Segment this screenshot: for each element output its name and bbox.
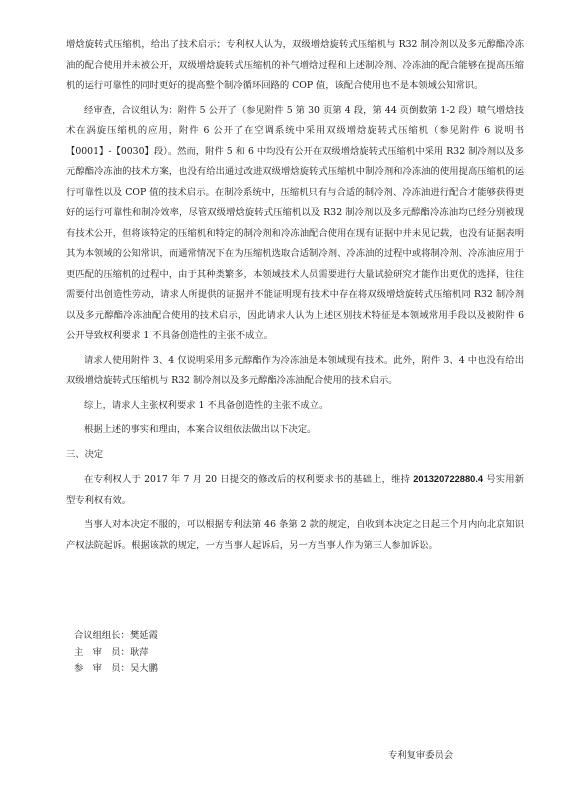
paragraph-5: 根据上述的事实和理由，本案合议组依法做出以下决定。 [84,424,317,435]
signature-row-participant [74,661,158,678]
organization-name: 专利复审委员会 [388,750,454,761]
decision-text-post: 号实用新型专利权有效。 [66,474,524,506]
decision-text-pre: 在专利权人于 2017 年 7 月 20 日提交的修改后的权利要求书的基础上，维持 [84,474,414,485]
signature-name: 樊延霞 [130,630,158,641]
document-body [66,35,524,556]
signature-row-chief [74,628,158,645]
signature-row-examiner [74,645,158,662]
signature-role: 合议组组长： [74,630,130,641]
signature-name: 耿萍 [130,646,149,658]
signature-role: 参 审 员： [74,663,130,674]
paragraph-2: 经审查，合议组认为：附件 5 公开了（参见附件 5 第 30 页第 4 段，第 44 页倒数第 1-2 段）喷气增焓技术在涡旋压缩机的应用，附件 6 公开了在空调系统中采用双级增焓旋转式压缩机（参见附件 6 说明书【0001】-【0030】段）。然而，附件 5 和 6 中均没有公开在双级增焓旋转式压缩机中采用 R32 制冷剂以及多元醇酯冷冻油的技术方案，也没有给出通过改进双级增焓旋转式压缩机中制冷剂和冷冻油的使用提高压缩机的运行可靠性以及 COP 值的技术启示。在制冷系统中，压缩机只有与合适的制冷剂、冷冻油进行配合才能够获得更好的运行可靠性和制冷效率，尽管双级增焓旋转式压缩机以及 R32 制冷剂以及多元醇酯冷冻油均已经分别被现有技术公开，但将该特定的压缩机和特定的制冷剂和冷冻油配合使用在现有证据中并未见记载，也没有证据表明其为本领域的公知常识，而通常情况下在为压缩机选取合适制冷剂、冷冻油的过程中或将制冷剂、冷冻油应用于更匹配的压缩机的过程中，由于其种类繁多，本领域技术人员需要进行大量试验研究才能作出更优的选择，往往需要付出创造性劳动，请求人所提供的证据并不能证明现有技术中存在将双级增焓旋转式压缩机同 R32 制冷剂以及多元醇酯冷冻油配合使用的技术启示，因此请求人认为上述区别技术特征是本领域常用手段以及被附件 6 公开导致权利要求 1 不具备创造性的主张不成立。 [66,104,524,341]
decision-paragraph [66,469,524,511]
section-heading: 三、决定 [66,448,104,460]
appeal-paragraph: 当事人对本决定不服的，可以根据专利法第 46 条第 2 款的规定，自收到本决定之日起三个月内向北京知识产权法院起诉。根据该款的规定，一方当事人起诉后，另一方当事人作为第三人参加诉讼。 [66,519,524,551]
paragraph-4: 综上，请求人主张权利要求 1 不具备创造性的主张不成立。 [84,399,329,411]
paragraph-3: 请求人使用附件 3、4 仅说明采用多元醇酯作为冷冻油是本领域现有技术。此外，附件 3、4 中也没有给出双级增焓旋转式压缩机与 R32 制冷剂以及多元醇酯冷冻油配合使用的技术启示。 [66,354,524,386]
patent-number: 201320722880.4 [413,474,484,484]
signature-role: 主 审 员： [74,646,130,658]
signature-name: 吴大鹏 [130,663,158,674]
signature-block [74,628,158,678]
paragraph-1: 增焓旋转式压缩机，给出了技术启示；专利权人认为，双级增焓旋转式压缩机与 R32 制冷剂以及多元醇酯冷冻油的配合使用并未被公开，双级增焓旋转式压缩机的补气增焓过程和上述制冷剂、冷冻油的配合能够在提高压缩机的运行可靠性的同时更好的提高整个制冷循环回路的 COP 值，该配合使用也不是本领域公知常识。 [66,39,524,91]
